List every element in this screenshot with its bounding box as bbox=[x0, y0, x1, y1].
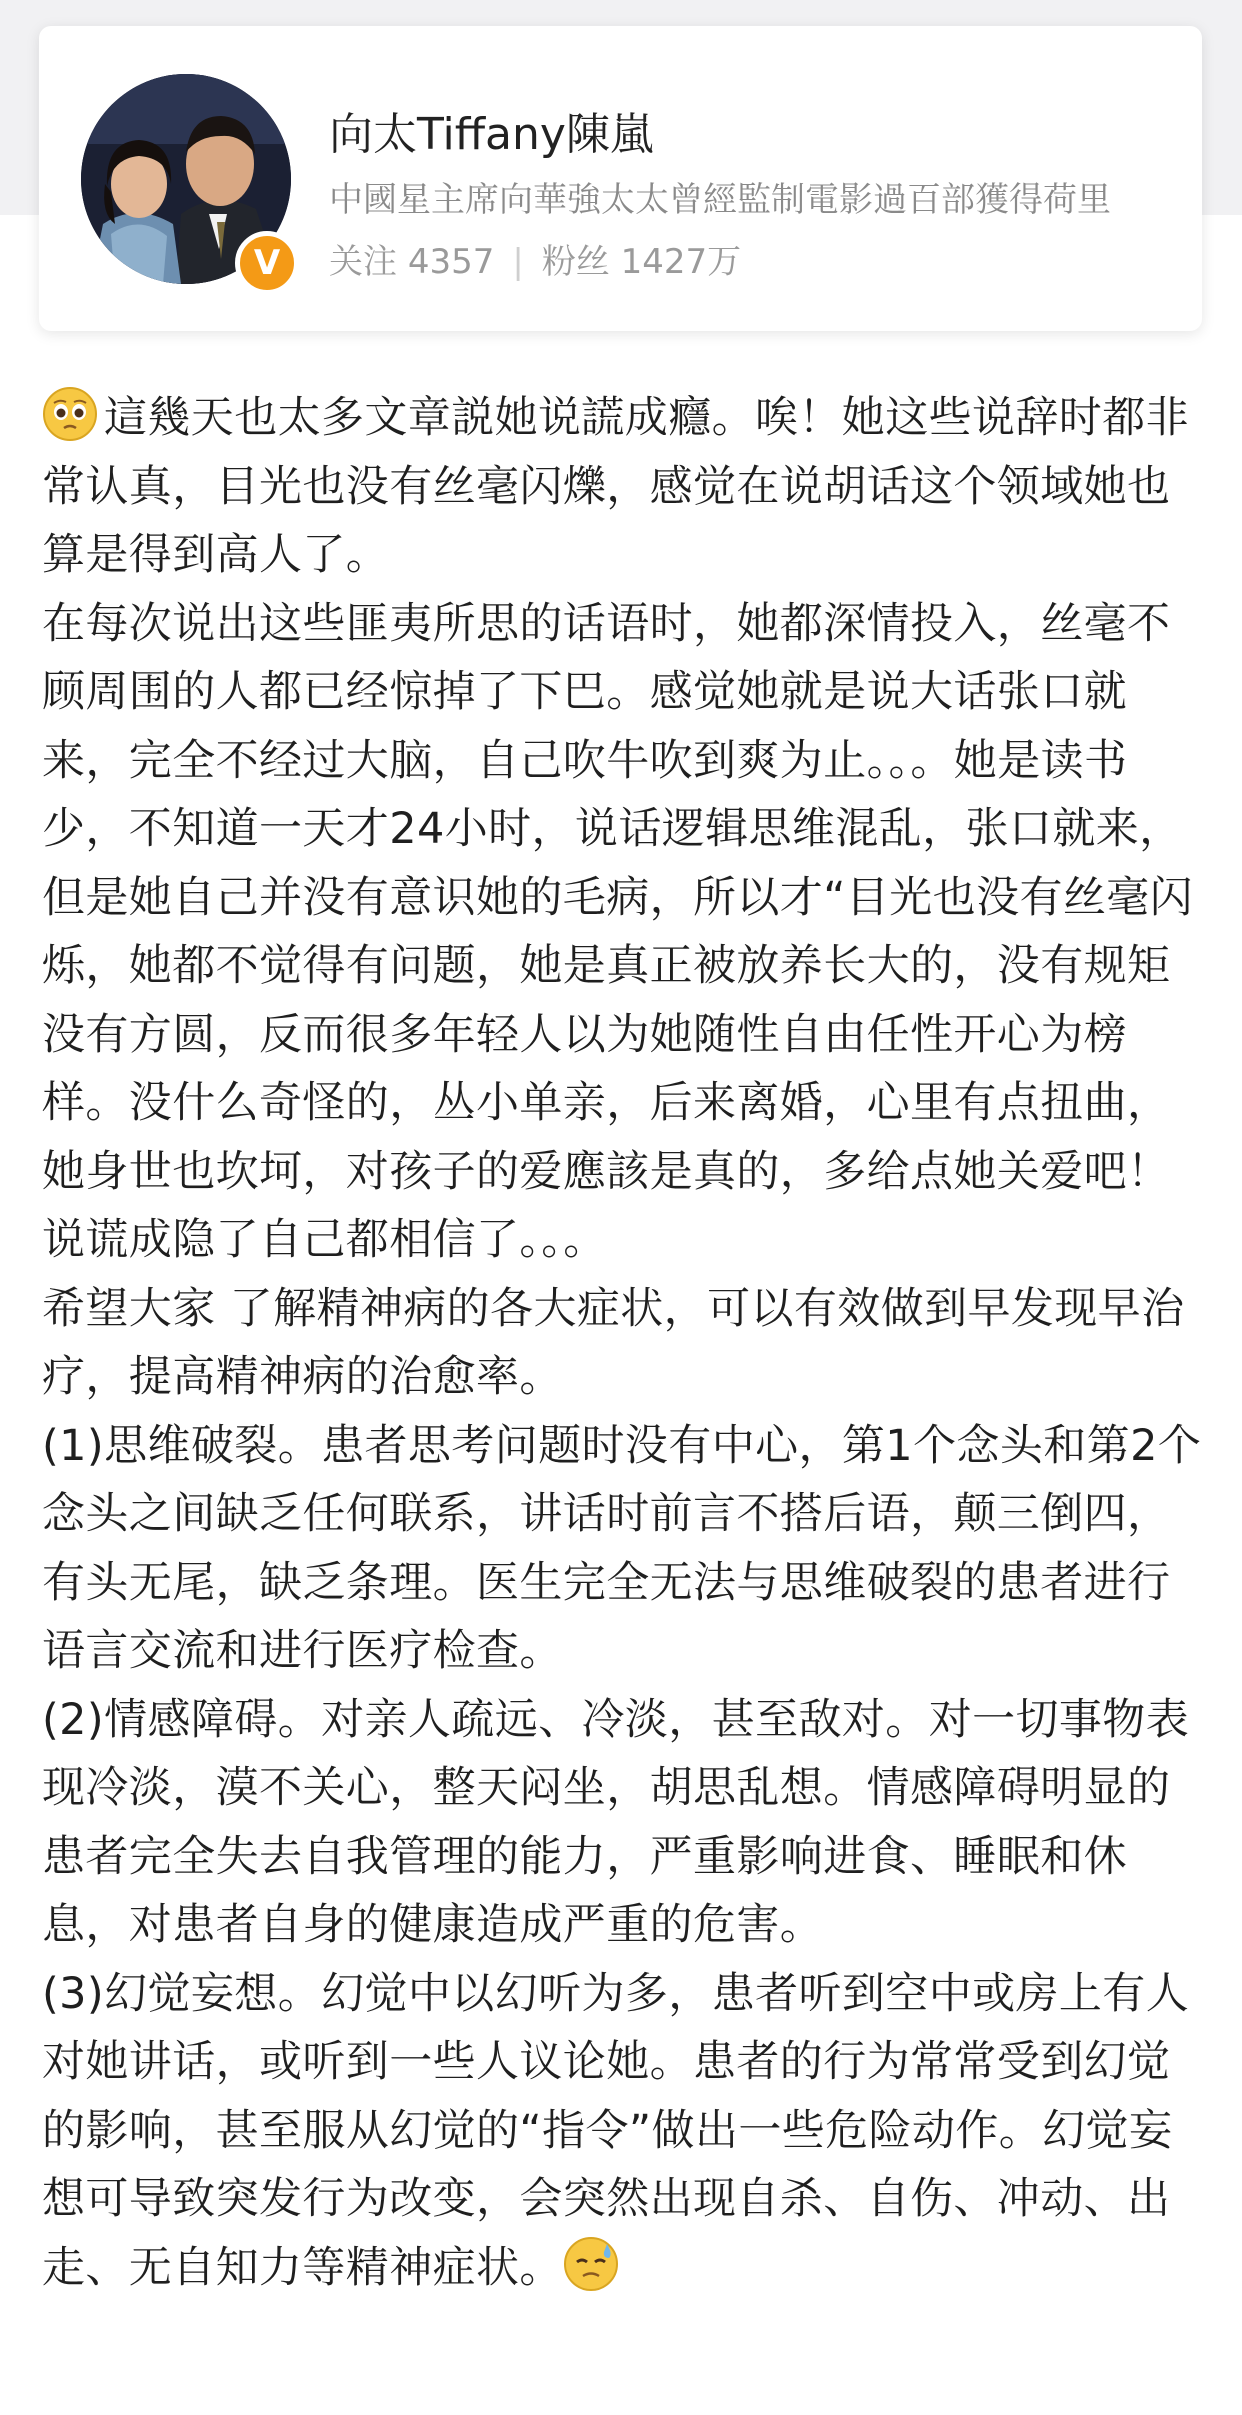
profile-bio: 中國星主席向華強太太曾經監制電影過百部獲得荷里 bbox=[329, 180, 1111, 220]
post-paragraph-text: 這幾天也太多文章説她说謊成癮。唉！她这些说辞时都非常认真，目光也没有丝毫闪爍，感觉在说胡话这个领域她也算是得到高人了。 bbox=[42, 393, 1189, 580]
post-paragraph: (1)思维破裂。患者思考问题时没有中心，第1个念头和第2个念头之间缺乏任何联系，讲话时前言不搭后语，颠三倒四，有头无尾，缺乏条理。医生完全无法与思维破裂的患者进行语言交流和进行医疗检查。 bbox=[42, 1420, 1202, 1676]
post-paragraph: (2)情感障碍。对亲人疏远、冷淡，甚至敌对。对一切事物表现冷淡，漠不关心，整天闷坐，胡思乱想。情感障碍明显的患者完全失去自我管理的能力，严重影响进食、睡眠和休息，对患者自身的健康造成严重的危害。 bbox=[42, 1694, 1190, 1950]
post-paragraph bbox=[42, 1960, 1202, 2303]
fans-count: 1427万 bbox=[620, 242, 742, 282]
post-paragraph bbox=[42, 384, 1202, 590]
fans-label: 粉丝 bbox=[541, 242, 610, 282]
post-paragraph: 希望大家 了解精神病的各大症状，可以有效做到早发现早治疗，提高精神病的治愈率。 bbox=[42, 1283, 1185, 1402]
follow-stat[interactable] bbox=[329, 242, 494, 282]
stats-divider: | bbox=[512, 242, 524, 282]
profile-card[interactable] bbox=[39, 26, 1202, 331]
post-body bbox=[42, 384, 1202, 2302]
post-paragraph: 在每次说出这些匪夷所思的话语时，她都深情投入，丝毫不顾周围的人都已经惊掉了下巴。感觉她就是说大话张口就来，完全不经过大脑，自己吹牛吹到爽为止。。。她是读书少，不知道一天才24小时，说话逻辑思维混乱，张口就来，但是她自己并没有意识她的毛病，所以才“目光也没有丝毫闪烁，她都不觉得有问题，她是真正被放养长大的，没有规矩没有方圆，反而很多年轻人以为她随性自由任性开心为榜样。没什么奇怪的，丛小单亲，后来离婚，心里有点扭曲，她身世也坎坷，对孩子的爱應該是真的，多给点她关爱吧！说谎成隐了自己都相信了。。。 bbox=[42, 598, 1194, 1265]
profile-stats bbox=[329, 234, 741, 283]
post-paragraph-text: (3)幻觉妄想。幻觉中以幻听为多，患者听到空中或房上有人对她讲话，或听到一些人议论她。患者的行为常常受到幻觉的影响，甚至服从幻觉的“指令”做出一些危险动作。幻觉妄想可导致突发行为改变，会突然出现自杀、自伤、冲动、出走、无自知力等精神症状。 bbox=[42, 1968, 1190, 2293]
fans-stat[interactable] bbox=[542, 242, 741, 282]
pleading-face-emoji-icon bbox=[42, 386, 98, 442]
profile-name[interactable]: 向太Tiffany陳嵐 bbox=[329, 109, 654, 160]
follow-count: 4357 bbox=[407, 242, 495, 282]
follow-label: 关注 bbox=[329, 242, 397, 282]
sweat-face-emoji-icon bbox=[563, 2236, 619, 2292]
verified-badge-icon: V bbox=[235, 231, 299, 295]
